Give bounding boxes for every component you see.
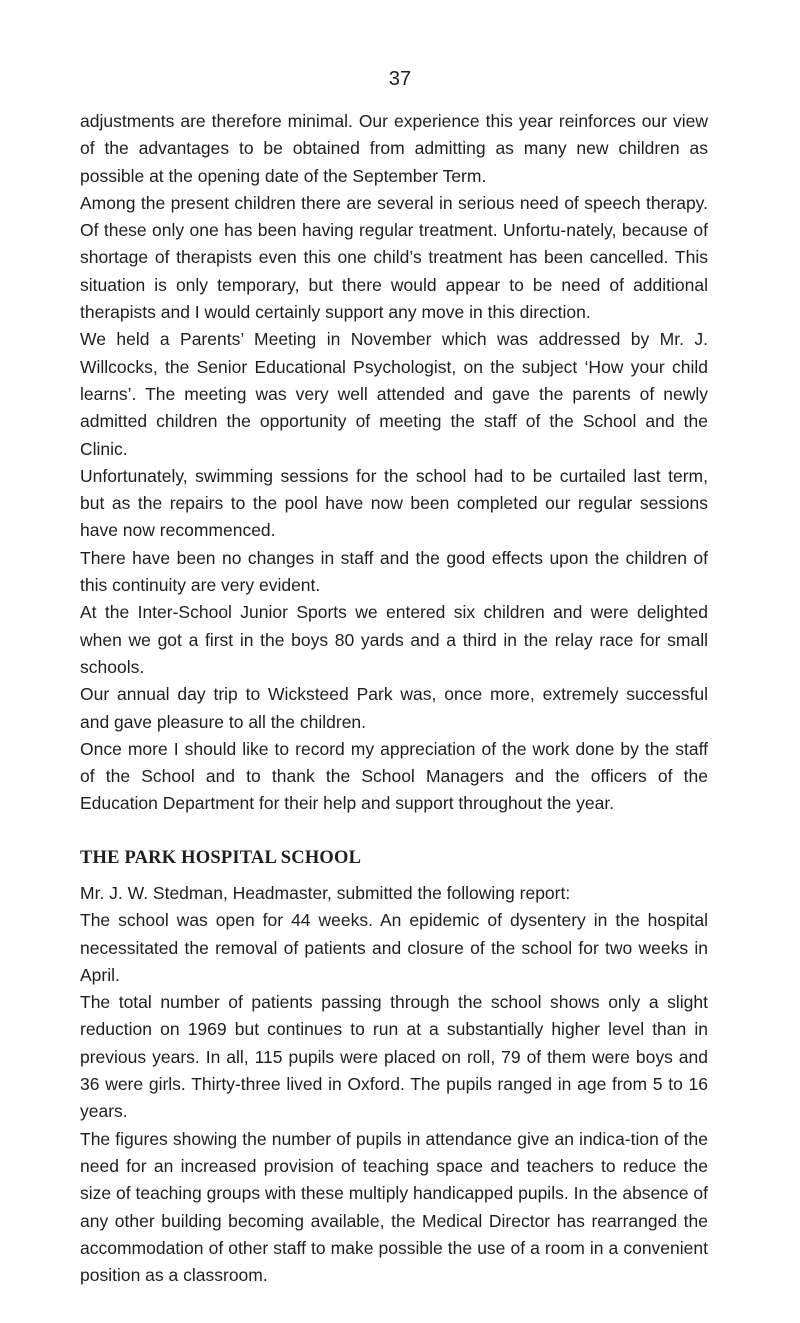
section-heading: THE PARK HOSPITAL SCHOOL xyxy=(80,848,362,868)
page-number: 37 xyxy=(388,68,412,90)
paragraph: Among the present children there are several in serious need of speech therapy. Of these only one has been having regular treatment. Unfortu-nately, because of shortage of therapists even this one child’s treatment has been cancelled. This situation is only temporary, but there would appear to be need of additional therapists and I would certainly support any move in this direction. xyxy=(80,192,708,323)
paragraph: Once more I should like to record my appreciation of the work done by the staff of the School and to thank the School Managers and the officers of the Education Department for their help and support throughout the year. xyxy=(80,738,708,814)
section-body xyxy=(80,880,708,1289)
section-paragraph: The school was open for 44 weeks. An epidemic of dysentery in the hospital necessitated the removal of patients and closure of the school for two weeks in April. xyxy=(80,910,708,985)
paragraph: Unfortunately, swimming sessions for the school had to be curtailed last term, but as the repairs to the pool have now been completed our regular sessions have now recommenced. xyxy=(80,465,708,541)
paragraph: Our annual day trip to Wicksteed Park was, once more, extremely successful and gave pleasure to all the children. xyxy=(80,684,708,732)
section-paragraph: The figures showing the number of pupils in attendance give an indica-tion of the need for an increased provision of teaching space and teachers to reduce the size of teaching groups with these multiply handicapped pupils. In the absence of any other building becoming available, the Medical Director has rearranged the accommodation of other staff to make possible the use of a room in a convenient position as a classroom. xyxy=(80,1128,708,1286)
paragraph: We held a Parents’ Meeting in November which was addressed by Mr. J. Willcocks, the Senior Educational Psychologist, on the subject ‘How your child learns’. The meeting was very well attended and gave the parents of newly admitted children the opportunity of meeting the staff of the School and the Clinic. xyxy=(80,329,708,459)
paragraph: There have been no changes in staff and the good effects upon the children of this continuity are very evident. xyxy=(80,547,708,596)
paragraph: At the Inter-School Junior Sports we entered six children and were delighted when we got a first in the boys 80 yards and a third in the relay race for small schools. xyxy=(80,602,708,677)
section-paragraph: Mr. J. W. Stedman, Headmaster, submitted the following report: xyxy=(80,883,571,903)
section-paragraph: The total number of patients passing through the school shows only a slight reduction on 1969 but continues to run at a substantially higher level than in previous years. In all, 115 pupils were placed on roll, 79 of them were boys and 36 were girls. Thirty-three lived in Oxford. The pupils ranged in age from 5 to 16 years. xyxy=(80,992,708,1122)
report-body xyxy=(80,108,708,818)
paragraph: adjustments are therefore minimal. Our experience this year reinforces our view of the advantages to be obtained from admitting as many new children as possible at the opening date of the September Term. xyxy=(80,111,708,186)
